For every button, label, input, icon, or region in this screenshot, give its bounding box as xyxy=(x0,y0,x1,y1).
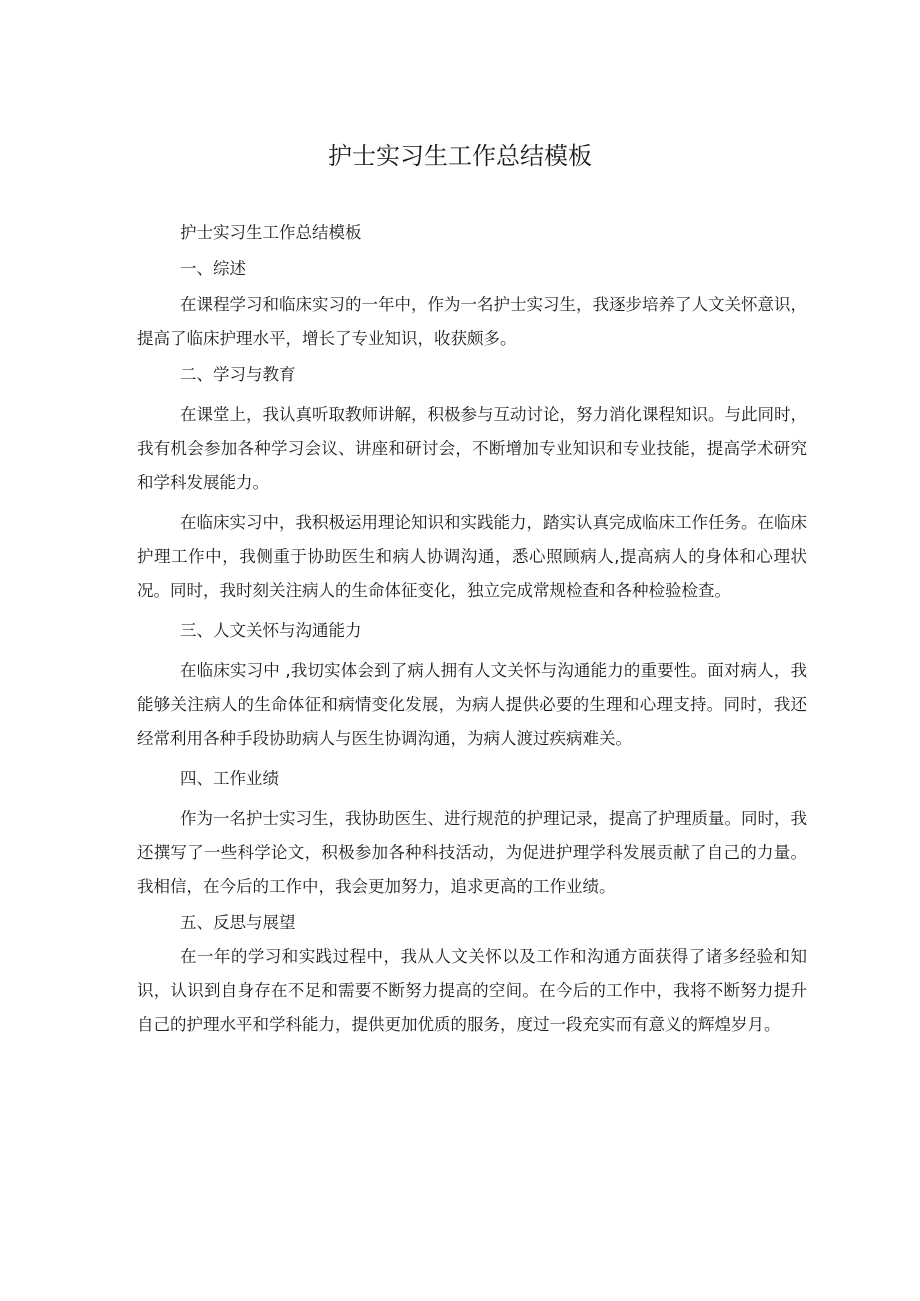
document-body xyxy=(137,216,807,1042)
paragraph: 在课堂上，我认真听取教师讲解，积极参与互动讨论，努力消化课程知识。与此同时，我有机会参加各种学习会议、讲座和研讨会，不断增加专业知识和专业技能，提高学术研究和学科发展能力。 xyxy=(137,405,807,492)
paragraph: 在课程学习和临床实习的一年中，作为一名护士实习生，我逐步培养了人文关怀意识，提高了临床护理水平，增长了专业知识，收获颇多。 xyxy=(137,295,807,348)
section-heading-reflection: 五、反思与展望 xyxy=(180,913,296,932)
paragraph: 在临床实习中 ,我切实体会到了病人拥有人文关怀与沟通能力的重要性。面对病人，我能够关注病人的生命体征和病情变化发展，为病人提供必要的生理和心理支持。同时，我还经常利用各种手段协助病人与医生协调沟通，为病人渡过疾病难关。 xyxy=(137,661,807,748)
section-heading-overview: 一、综述 xyxy=(180,259,246,278)
document-subtitle: 护士实习生工作总结模板 xyxy=(180,223,362,242)
paragraph: 作为一名护士实习生，我协助医生、进行规范的护理记录，提高了护理质量。同时，我还撰写了一些科学论文，积极参加各种科技活动，为促进护理学科发展贡献了自己的力量。我相信，在今后的工作中，我会更加努力，追求更高的工作业绩。 xyxy=(137,809,807,896)
section-heading-performance: 四、工作业绩 xyxy=(180,769,279,788)
paragraph: 在一年的学习和实践过程中，我从人文关怀以及工作和沟通方面获得了诸多经验和知识，认识到自身存在不足和需要不断努力提高的空间。在今后的工作中，我将不断努力提升自己的护理水平和学科能力，提供更加优质的服务，度过一段充实而有意义的辉煌岁月。 xyxy=(137,947,807,1034)
document-title: 护士实习生工作总结模板 xyxy=(328,142,592,170)
section-heading-humanistic-care: 三、人文关怀与沟通能力 xyxy=(180,621,362,640)
paragraph: 在临床实习中，我积极运用理论知识和实践能力，踏实认真完成临床工作任务。在临床护理工作中，我侧重于协助医生和病人协调沟通，悉心照顾病人,提高病人的身体和心理状况。同时，我时刻关注病人的生命体征变化，独立完成常规检查和各种检验检查。 xyxy=(137,513,807,600)
section-heading-study: 二、学习与教育 xyxy=(180,365,296,384)
